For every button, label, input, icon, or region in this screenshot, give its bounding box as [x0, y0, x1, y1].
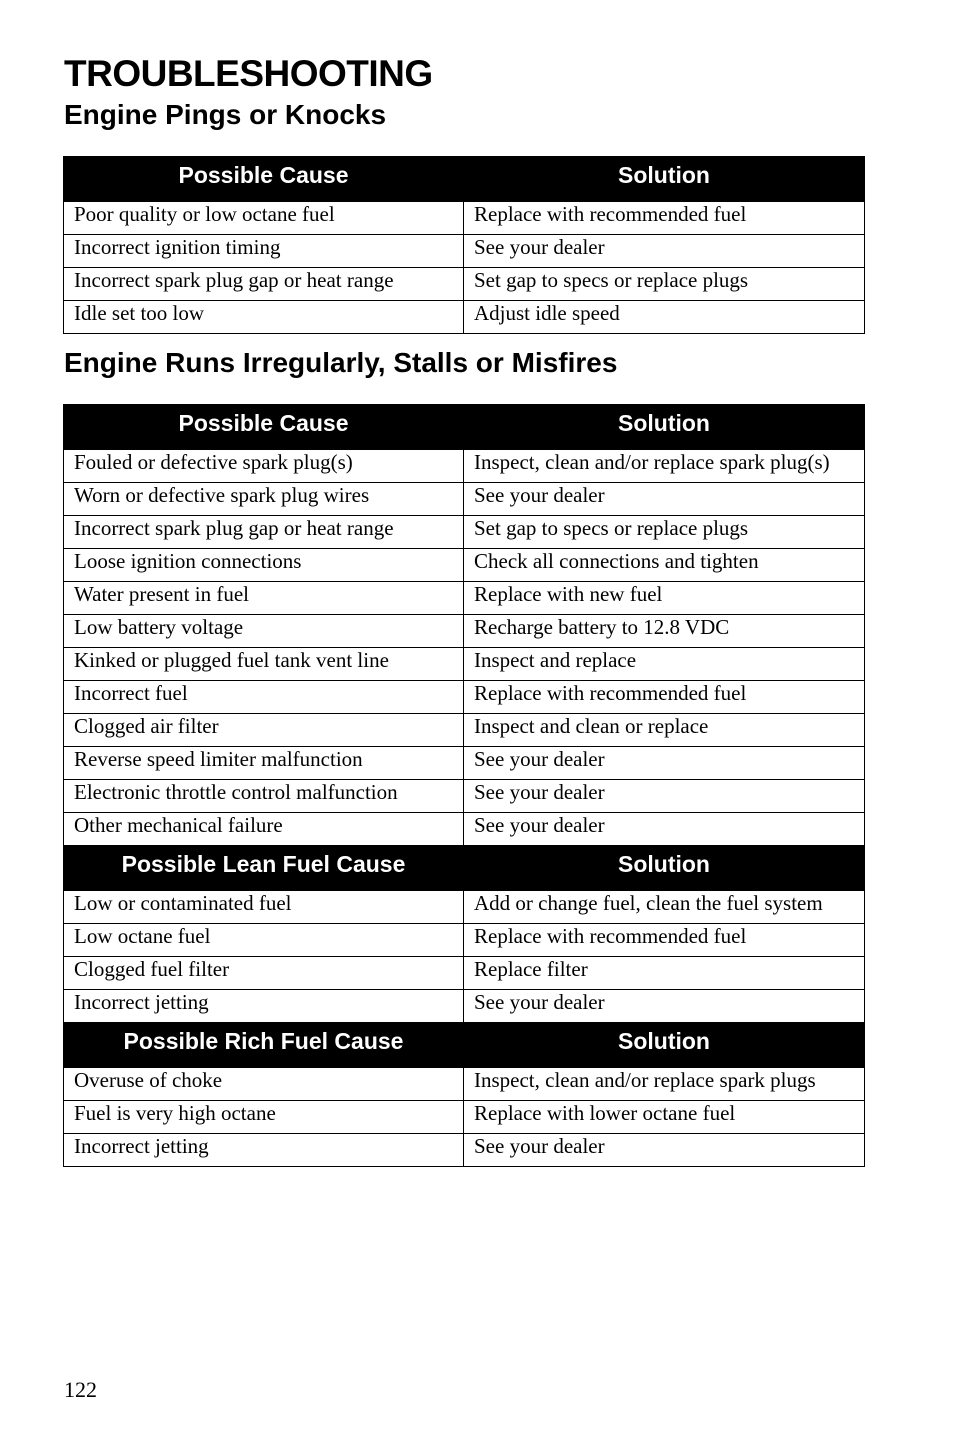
- solution-cell: Replace with recommended fuel: [464, 924, 865, 957]
- page-number: 122: [64, 1377, 97, 1402]
- solution-cell: Inspect, clean and/or replace spark plug(s): [464, 450, 865, 483]
- table-row: [64, 714, 865, 747]
- cause-cell: Electronic throttle control malfunction: [64, 780, 464, 813]
- solution-cell: Replace with new fuel: [464, 582, 865, 615]
- header-solution: Solution: [464, 846, 865, 891]
- header-solution: Solution: [464, 405, 865, 450]
- table-row: [64, 549, 865, 582]
- engine-runs-irregularly-table: [63, 404, 865, 1167]
- table-row: [64, 681, 865, 714]
- cause-cell: Poor quality or low octane fuel: [64, 202, 464, 235]
- solution-cell: See your dealer: [464, 813, 865, 846]
- table-row: [64, 301, 865, 334]
- table-header-row: [64, 1023, 865, 1068]
- table-row: [64, 615, 865, 648]
- solution-cell: Set gap to specs or replace plugs: [464, 516, 865, 549]
- cause-cell: Idle set too low: [64, 301, 464, 334]
- header-solution: Solution: [464, 1023, 865, 1068]
- cause-cell: Incorrect fuel: [64, 681, 464, 714]
- header-cause: Possible Cause: [64, 157, 464, 202]
- table-row: [64, 235, 865, 268]
- table-row: [64, 747, 865, 780]
- table-row: [64, 990, 865, 1023]
- header-cause: Possible Rich Fuel Cause: [64, 1023, 464, 1068]
- cause-cell: Low octane fuel: [64, 924, 464, 957]
- cause-cell: Loose ignition connections: [64, 549, 464, 582]
- section-title-engine-runs-irregularly: Engine Runs Irregularly, Stalls or Misfires: [64, 347, 618, 378]
- cause-cell: Fouled or defective spark plug(s): [64, 450, 464, 483]
- header-solution: Solution: [464, 157, 865, 202]
- table-row: [64, 957, 865, 990]
- solution-cell: Inspect and clean or replace: [464, 714, 865, 747]
- solution-cell: Replace with recommended fuel: [464, 681, 865, 714]
- table-row: [64, 891, 865, 924]
- table-header-row: [64, 157, 865, 202]
- table-row: [64, 648, 865, 681]
- table-row: [64, 582, 865, 615]
- cause-cell: Worn or defective spark plug wires: [64, 483, 464, 516]
- cause-cell: Fuel is very high octane: [64, 1101, 464, 1134]
- solution-cell: Replace with lower octane fuel: [464, 1101, 865, 1134]
- solution-cell: Set gap to specs or replace plugs: [464, 268, 865, 301]
- cause-cell: Clogged air filter: [64, 714, 464, 747]
- header-cause: Possible Cause: [64, 405, 464, 450]
- solution-cell: See your dealer: [464, 780, 865, 813]
- solution-cell: Replace filter: [464, 957, 865, 990]
- solution-cell: See your dealer: [464, 747, 865, 780]
- table-row: [64, 1101, 865, 1134]
- table-row: [64, 268, 865, 301]
- cause-cell: Overuse of choke: [64, 1068, 464, 1101]
- table-row: [64, 516, 865, 549]
- table-row: [64, 202, 865, 235]
- cause-cell: Water present in fuel: [64, 582, 464, 615]
- cause-cell: Incorrect spark plug gap or heat range: [64, 268, 464, 301]
- table-row: [64, 1068, 865, 1101]
- cause-cell: Clogged fuel filter: [64, 957, 464, 990]
- solution-cell: Check all connections and tighten: [464, 549, 865, 582]
- table-row: [64, 924, 865, 957]
- table-row: [64, 450, 865, 483]
- cause-cell: Incorrect jetting: [64, 990, 464, 1023]
- table-header-row: [64, 846, 865, 891]
- cause-cell: Incorrect jetting: [64, 1134, 464, 1167]
- header-cause: Possible Lean Fuel Cause: [64, 846, 464, 891]
- solution-cell: Inspect, clean and/or replace spark plugs: [464, 1068, 865, 1101]
- cause-cell: Incorrect ignition timing: [64, 235, 464, 268]
- cause-cell: Low battery voltage: [64, 615, 464, 648]
- table-row: [64, 780, 865, 813]
- table-row: [64, 1134, 865, 1167]
- table-row: [64, 483, 865, 516]
- page-title: TROUBLESHOOTING: [64, 53, 433, 94]
- table-header-row: [64, 405, 865, 450]
- solution-cell: See your dealer: [464, 1134, 865, 1167]
- cause-cell: Reverse speed limiter malfunction: [64, 747, 464, 780]
- solution-cell: See your dealer: [464, 235, 865, 268]
- cause-cell: Low or contaminated fuel: [64, 891, 464, 924]
- solution-cell: Recharge battery to 12.8 VDC: [464, 615, 865, 648]
- cause-cell: Kinked or plugged fuel tank vent line: [64, 648, 464, 681]
- solution-cell: Replace with recommended fuel: [464, 202, 865, 235]
- table-row: [64, 813, 865, 846]
- solution-cell: Adjust idle speed: [464, 301, 865, 334]
- cause-cell: Other mechanical failure: [64, 813, 464, 846]
- section-title-engine-pings: Engine Pings or Knocks: [64, 99, 387, 130]
- cause-cell: Incorrect spark plug gap or heat range: [64, 516, 464, 549]
- solution-cell: Add or change fuel, clean the fuel system: [464, 891, 865, 924]
- engine-pings-table: [63, 156, 865, 334]
- solution-cell: Inspect and replace: [464, 648, 865, 681]
- solution-cell: See your dealer: [464, 990, 865, 1023]
- solution-cell: See your dealer: [464, 483, 865, 516]
